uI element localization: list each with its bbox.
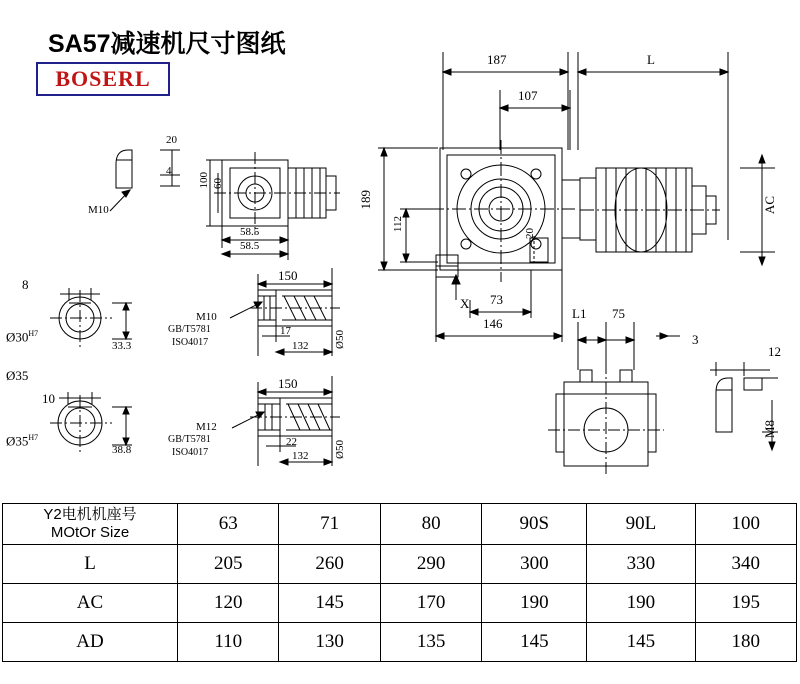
label-iso4017-bottom: ISO4017 [172,447,209,458]
page-title: SA57减速机尺寸图纸 [48,30,286,58]
dim-20-key: 20 [166,134,177,146]
dim-20-body: 20 [524,228,536,239]
table-cell: 110 [178,623,279,662]
table-header-cell: 90L [587,504,695,545]
table-cell: 170 [380,584,481,623]
dim-shaft-30: $Ø30^{H7}$ [6,329,39,345]
dim-112: 112 [392,216,404,233]
dim-187: 187 [487,52,507,67]
table-header-line1: Y2电机机座号 [43,506,137,523]
table-cell: 135 [380,623,481,662]
label-X: X [460,296,470,311]
table-cell: 330 [587,545,695,584]
dim-L: L [647,52,655,67]
table-header-line2: MOtOr Size [50,524,130,541]
dim-bolt-bottom-150: 150 [278,376,298,391]
table-row-label: AC [3,584,178,623]
table-row-label: L [3,545,178,584]
dim-L1: L1 [572,306,587,321]
dim-bolt-top-150: 150 [278,268,298,283]
table-cell: 190 [587,584,695,623]
dim-shaft-35: $Ø35^{H7}$ [6,433,39,449]
dim-38-8: 38.8 [112,444,132,456]
table-header-cell: 71 [279,504,380,545]
dim-12: 12 [768,344,781,359]
dim-shaft-35-alt: Ø35 [6,368,29,383]
table-header-cell: 100 [695,504,796,545]
dim-75: 75 [612,306,625,321]
table-row-label: AD [3,623,178,662]
dim-flange-50-top: Ø50 [334,330,346,349]
dim-73: 73 [490,292,503,307]
label-M10-bolt: M10 [196,311,217,323]
dim-189: 189 [358,190,373,210]
table-header-cell: 63 [178,504,279,545]
dim-33-3: 33.3 [112,340,132,352]
table-header-label [3,504,178,545]
table-header-cell: 80 [380,504,481,545]
table-cell: 260 [279,545,380,584]
dim-132-bottom: 132 [292,450,309,462]
dim-AC: AC [762,196,777,215]
dim-17: 17 [280,325,291,337]
label-gb-t5781-top: GB/T5781 [168,324,211,335]
dim-58-5-b: 58.5 [240,240,260,252]
table-row [3,545,797,584]
label-M12-bolt: M12 [196,421,217,433]
table-cell: 290 [380,545,481,584]
label-M10-key: M10 [88,204,109,216]
table-cell: 145 [279,584,380,623]
table-cell: 205 [178,545,279,584]
dim-60: 60 [212,178,224,189]
label-gb-t5781-bottom: GB/T5781 [168,434,211,445]
table-cell: 190 [482,584,587,623]
dim-key-10: 10 [42,391,55,406]
dim-flange-50-bottom: Ø50 [334,440,346,459]
dim-4-key: 4 [166,165,172,177]
label-iso4017-top: ISO4017 [172,337,209,348]
dim-146: 146 [483,316,503,331]
table-cell: 120 [178,584,279,623]
table-cell: 195 [695,584,796,623]
table-row-header [3,504,797,545]
table-cell: 145 [482,623,587,662]
dim-22: 22 [286,436,297,448]
dim-132-top: 132 [292,340,309,352]
label-M8: M8 [762,420,777,439]
brand-logo-text: BOSERL [55,66,151,91]
table-header-cell: 90S [482,504,587,545]
table-cell: 145 [587,623,695,662]
dim-3: 3 [692,332,699,347]
table-cell: 340 [695,545,796,584]
dimension-table [2,503,797,662]
dim-58-5-a: 58.5 [240,226,260,238]
table-cell: 180 [695,623,796,662]
dim-100: 100 [198,172,210,189]
table-row [3,584,797,623]
dim-key-8: 8 [22,277,29,292]
table-row [3,623,797,662]
table-cell: 300 [482,545,587,584]
table-cell: 130 [279,623,380,662]
dim-107: 107 [518,88,538,103]
